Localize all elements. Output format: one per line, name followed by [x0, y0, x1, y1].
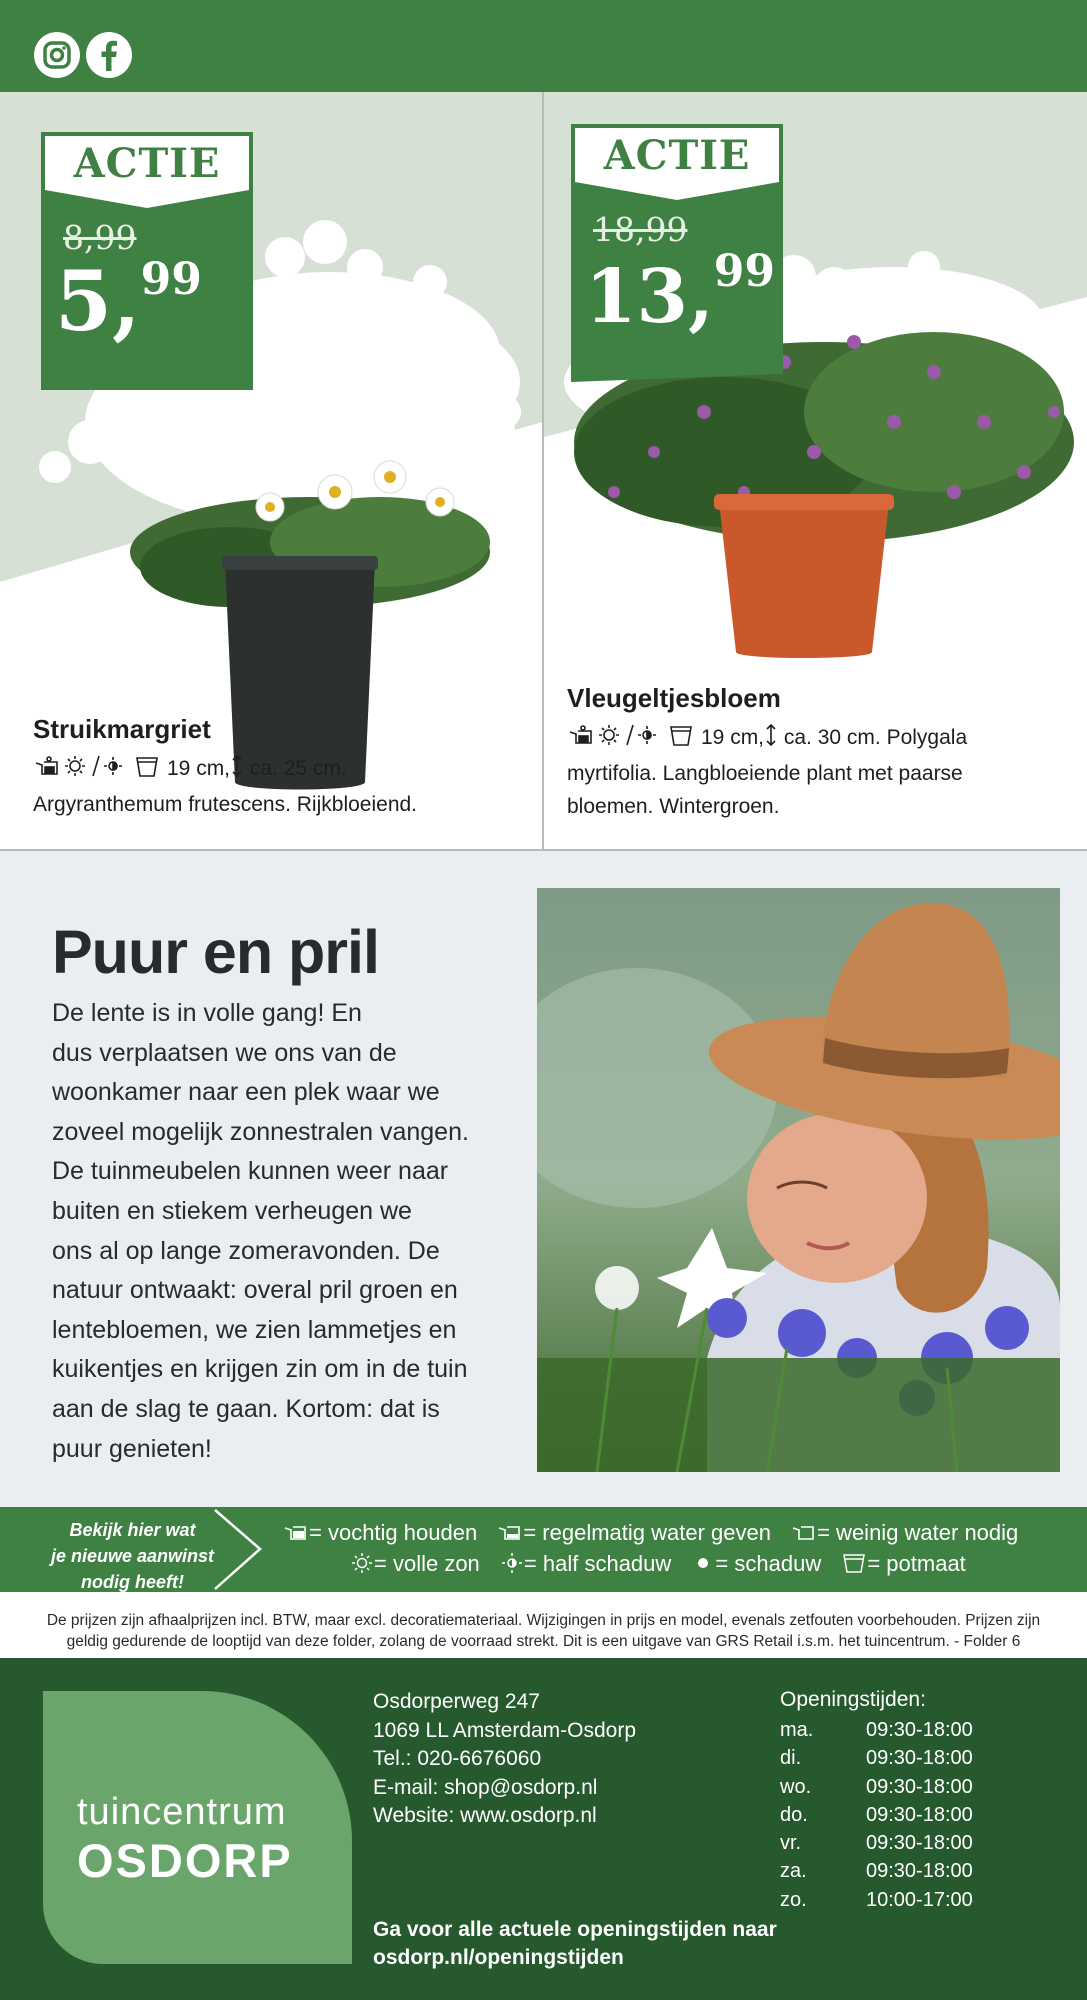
facebook-icon[interactable]	[85, 31, 133, 79]
new-price: 13,99	[585, 246, 775, 340]
logo-text-top: tuincentrum	[77, 1791, 287, 1833]
hours-row: ma. 09:30-18:00	[780, 1719, 973, 1741]
disclaimer-line: De prijzen zijn afhaalprijzen incl. BTW, maar excl. decoratiemateriaal. Wijzigingen in prijs en model, evenals zetfouten voorbehouden. Prijzen zijn	[46, 1612, 1041, 1629]
opening-hours	[780, 1716, 973, 1914]
product-description: myrtifolia. Langbloeiende plant met paarse	[567, 762, 963, 785]
article-line: puur genieten!	[52, 1434, 212, 1463]
sun-icon	[350, 1552, 374, 1574]
article-body	[52, 994, 502, 1469]
hours-row: di. 09:30-18:00	[780, 1747, 973, 1770]
article-line: dus verplaatsen we ons van de	[52, 1038, 397, 1067]
instagram-icon[interactable]	[33, 31, 81, 79]
footer	[0, 1658, 1087, 2000]
legend-row-light	[350, 1551, 980, 1577]
chevron-right-icon	[210, 1507, 270, 1592]
care-icons	[33, 754, 167, 788]
footer-cta-url[interactable]: osdorp.nl/openingstijden	[373, 1946, 624, 1969]
legend-row-water	[283, 1520, 1032, 1546]
product-name: Vleugeltjesbloem	[567, 683, 781, 713]
pot-icon	[841, 1552, 867, 1574]
old-price: 18,99	[593, 210, 688, 249]
article-line: zoveel mogelijk zonnestralen vangen.	[52, 1117, 469, 1146]
watering-can-full-icon	[283, 1521, 309, 1543]
product-specs: 19 cm, ca. 25 cm. Argyranthemum frutescens. Rijkbloeiend.	[33, 752, 533, 821]
legend-sun: = volle zon	[350, 1551, 480, 1577]
legend-pot: = potmaat	[841, 1551, 965, 1577]
article-line: kuikentjes en krijgen zin om in de tuin	[52, 1355, 468, 1384]
actie-badge	[41, 132, 253, 390]
hours-row: vr. 09:30-18:00	[780, 1832, 973, 1855]
store-address	[373, 1688, 636, 1831]
footer-cta-line: Ga voor alle actuele openingstijden naar	[373, 1918, 777, 1941]
price-disclaimer	[30, 1610, 1057, 1652]
legend-shade: = schaduw	[691, 1551, 821, 1577]
email-link[interactable]: E-mail: shop@osdorp.nl	[373, 1775, 598, 1799]
hours-row: za. 09:30-18:00	[780, 1860, 973, 1883]
watering-can-empty-icon	[791, 1521, 817, 1543]
hours-row: zo. 10:00-17:00	[780, 1888, 973, 1911]
legend-moist: = vochtig houden	[283, 1520, 477, 1546]
article-line: buiten en stiekem verheugen we	[52, 1196, 412, 1225]
cta-line: Bekijk hier wat	[69, 1520, 196, 1540]
hours-title: Openingstijden:	[780, 1688, 926, 1711]
hours-row: wo. 09:30-18:00	[780, 1775, 973, 1798]
opening-hours-link[interactable]	[373, 1916, 777, 1972]
address-street: Osdorperweg 247	[373, 1690, 540, 1713]
panel-divider	[542, 92, 544, 850]
care-icons	[567, 723, 701, 757]
article-line: De tuinmeubelen kunnen weer naar	[52, 1157, 449, 1186]
girl-smelling-flowers-photo	[537, 888, 1060, 1472]
website-link[interactable]: Website: www.osdorp.nl	[373, 1804, 597, 1827]
product-specs: 19 cm, ca. 30 cm. Polygala myrtifolia. Langbloeiende plant met paarse bloemen. Wintergroen.	[567, 721, 1077, 823]
product-description: bloemen. Wintergroen.	[567, 795, 780, 818]
hours-row: do. 09:30-18:00	[780, 1803, 973, 1826]
article-line: De lente is in volle gang! En	[52, 999, 362, 1027]
legend-little: = weinig water nodig	[791, 1520, 1018, 1546]
article-headline: Puur en pril	[52, 918, 379, 986]
old-price: 8,99	[63, 218, 137, 257]
product-description: Argyranthemum frutescens. Rijkbloeiend.	[33, 793, 418, 816]
actie-badge	[571, 124, 783, 382]
cta-line: nodig heeft!	[81, 1572, 184, 1592]
legend-regular: = regelmatig water geven	[497, 1520, 771, 1546]
watering-can-half-icon	[497, 1521, 523, 1543]
tuincentrum-osdorp-logo[interactable]	[43, 1691, 352, 1964]
article-line: aan de slag te gaan. Kortom: dat is	[52, 1394, 440, 1423]
article-section	[0, 851, 1087, 1508]
top-bar	[0, 0, 1087, 92]
disclaimer-line: geldig gedurende de looptijd van deze folder, zolang de voorraad strekt. Dit is een uitgave van GRS Retail i.s.m. het tuincentrum. - Folder 6	[66, 1633, 1021, 1650]
cta-line: je nieuwe aanwinst	[50, 1546, 215, 1566]
phone-number[interactable]: Tel.: 020-6676060	[373, 1747, 542, 1770]
actie-label: ACTIE	[73, 140, 221, 187]
half-shade-icon	[500, 1552, 524, 1574]
actie-label: ACTIE	[603, 132, 751, 179]
address-city: 1069 LL Amsterdam-Osdorp	[373, 1718, 637, 1742]
article-line: woonkamer naar een plek waar we	[52, 1078, 440, 1107]
new-price: 5,99	[55, 254, 202, 350]
logo-text-bottom: OSDORP	[77, 1834, 293, 1887]
shade-icon	[691, 1552, 715, 1574]
product-card-struikmargriet[interactable]	[0, 92, 542, 850]
height-icon	[230, 754, 244, 788]
article-line: natuur ontwaakt: overal pril groen en	[52, 1276, 458, 1305]
legend-half: = half schaduw	[500, 1551, 671, 1577]
product-card-vleugeltjesbloem[interactable]	[544, 92, 1087, 850]
care-legend-bar	[0, 1507, 1087, 1592]
article-line: ons al op lange zomeravonden. De	[52, 1236, 440, 1265]
product-name: Struikmargriet	[33, 714, 211, 744]
article-line: lentebloemen, we zien lammetjes en	[52, 1315, 457, 1344]
height-icon	[764, 723, 778, 757]
